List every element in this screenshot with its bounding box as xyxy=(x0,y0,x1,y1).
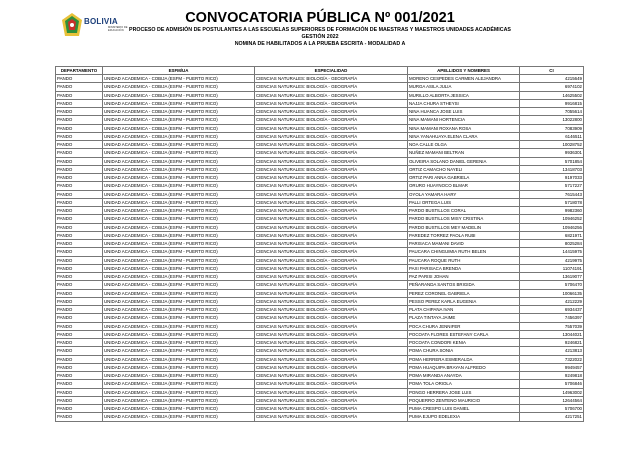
ci-cell: 13418703 xyxy=(520,165,584,173)
department-cell: PANDO xyxy=(56,264,103,272)
ci-cell: 14625502 xyxy=(520,91,584,99)
column-header: ESFM/UA xyxy=(103,67,255,75)
logo-wordmark: BOLIVIA xyxy=(84,17,118,26)
name-cell: PLATA CHIPANA IVAN xyxy=(408,306,520,314)
specialty-cell: CIENCIAS NATURALES: BIOLOGÍA - GEOGRAFÍA xyxy=(255,289,408,297)
name-cell: POCOATA CONDORI KENIA xyxy=(408,339,520,347)
name-cell: PONGO HERRERA JOSE LUIS xyxy=(408,388,520,396)
esfm-cell: UNIDAD ACADEMICA - COBIJA (ESFM - PUERTO RICO) xyxy=(103,388,255,396)
table-row xyxy=(56,314,584,322)
name-cell: POMA HERRERA ESMERALDA xyxy=(408,355,520,363)
name-cell: PEREZ CORONEL GABRIELA xyxy=(408,289,520,297)
table-row xyxy=(56,355,584,363)
ci-cell: 5717227 xyxy=(520,182,584,190)
name-cell: POCA CHURA JENNIFER xyxy=(408,322,520,330)
table-row xyxy=(56,108,584,116)
name-cell: POQUERRO ZENTENO MAURICIO xyxy=(408,396,520,404)
specialty-cell: CIENCIAS NATURALES: BIOLOGÍA - GEOGRAFÍA xyxy=(255,108,408,116)
table-row xyxy=(56,322,584,330)
table-row xyxy=(56,363,584,371)
table-row xyxy=(56,396,584,404)
table-row xyxy=(56,182,584,190)
department-cell: PANDO xyxy=(56,124,103,132)
name-cell: NUÑEZ MAMANI BELTRAN xyxy=(408,149,520,157)
table-row xyxy=(56,281,584,289)
specialty-cell: CIENCIAS NATURALES: BIOLOGÍA - GEOGRAFÍA xyxy=(255,149,408,157)
name-cell: ORTIZ PARI ANNA GABRIELA xyxy=(408,174,520,182)
table-row xyxy=(56,405,584,413)
table-row xyxy=(56,372,584,380)
table-row xyxy=(56,264,584,272)
specialty-cell: CIENCIAS NATURALES: BIOLOGÍA - GEOGRAFÍA xyxy=(255,124,408,132)
esfm-cell: UNIDAD ACADEMICA - COBIJA (ESFM - PUERTO RICO) xyxy=(103,405,255,413)
department-cell: PANDO xyxy=(56,116,103,124)
specialty-cell: CIENCIAS NATURALES: BIOLOGÍA - GEOGRAFÍA xyxy=(255,99,408,107)
ci-cell: 11074191 xyxy=(520,264,584,272)
esfm-cell: UNIDAD ACADEMICA - COBIJA (ESFM - PUERTO RICO) xyxy=(103,314,255,322)
process-subtitle: PROCESO DE ADMISIÓN DE POSTULANTES A LAS ESCUELAS SUPERIORES DE FORMACIÓN DE MAESTRAS Y MAESTROS UNIDADES ACADÉMICAS xyxy=(129,27,511,33)
table-row xyxy=(56,256,584,264)
department-cell: PANDO xyxy=(56,141,103,149)
table-header-row xyxy=(56,67,584,75)
name-cell: POMA HUAQUIPA BRAYAN ALFREDO xyxy=(408,363,520,371)
column-header: ESPECIALIDAD xyxy=(255,67,408,75)
name-cell: POCOATA FLORES ESTEFANY CARLA xyxy=(408,330,520,338)
name-cell: NINA HUANCA JOSE LUIS xyxy=(408,108,520,116)
ci-cell: 7055614 xyxy=(520,108,584,116)
ci-cell: 4219975 xyxy=(520,256,584,264)
specialty-cell: CIENCIAS NATURALES: BIOLOGÍA - GEOGRAFÍA xyxy=(255,91,408,99)
esfm-cell: UNIDAD ACADEMICA - COBIJA (ESFM - PUERTO RICO) xyxy=(103,116,255,124)
table-row xyxy=(56,174,584,182)
name-cell: MORENO CESPEDES CARMEN ALEJANDRA xyxy=(408,75,520,83)
department-cell: PANDO xyxy=(56,281,103,289)
esfm-cell: UNIDAD ACADEMICA - COBIJA (ESFM - PUERTO RICO) xyxy=(103,380,255,388)
esfm-cell: UNIDAD ACADEMICA - COBIJA (ESFM - PUERTO RICO) xyxy=(103,91,255,99)
page-title: CONVOCATORIA PÚBLICA Nº 001/2021 xyxy=(185,10,455,26)
specialty-cell: CIENCIAS NATURALES: BIOLOGÍA - GEOGRAFÍA xyxy=(255,75,408,83)
specialty-cell: CIENCIAS NATURALES: BIOLOGÍA - GEOGRAFÍA xyxy=(255,165,408,173)
ci-cell: 8025284 xyxy=(520,240,584,248)
esfm-cell: UNIDAD ACADEMICA - COBIJA (ESFM - PUERTO RICO) xyxy=(103,83,255,91)
specialty-cell: CIENCIAS NATURALES: BIOLOGÍA - GEOGRAFÍA xyxy=(255,231,408,239)
esfm-cell: UNIDAD ACADEMICA - COBIJA (ESFM - PUERTO RICO) xyxy=(103,124,255,132)
name-cell: OLIVEIRA SOLANO DANIEL GERENIA xyxy=(408,157,520,165)
ci-cell: 9249818 xyxy=(520,372,584,380)
ci-cell: 4213813 xyxy=(520,347,584,355)
esfm-cell: UNIDAD ACADEMICA - COBIJA (ESFM - PUERTO RICO) xyxy=(103,347,255,355)
ci-cell: 5701854 xyxy=(520,157,584,165)
name-cell: PLAZA TINTAYA JAIME xyxy=(408,314,520,322)
column-header: CI xyxy=(520,67,584,75)
table-row xyxy=(56,190,584,198)
specialty-cell: CIENCIAS NATURALES: BIOLOGÍA - GEOGRAFÍA xyxy=(255,182,408,190)
department-cell: PANDO xyxy=(56,388,103,396)
specialty-cell: CIENCIAS NATURALES: BIOLOGÍA - GEOGRAFÍA xyxy=(255,297,408,305)
specialty-cell: CIENCIAS NATURALES: BIOLOGÍA - GEOGRAFÍA xyxy=(255,330,408,338)
specialty-cell: CIENCIAS NATURALES: BIOLOGÍA - GEOGRAFÍA xyxy=(255,314,408,322)
ci-cell: 10066135 xyxy=(520,289,584,297)
specialty-cell: CIENCIAS NATURALES: BIOLOGÍA - GEOGRAFÍA xyxy=(255,215,408,223)
table-row xyxy=(56,75,584,83)
department-cell: PANDO xyxy=(56,231,103,239)
esfm-cell: UNIDAD ACADEMICA - COBIJA (ESFM - PUERTO RICO) xyxy=(103,248,255,256)
department-cell: PANDO xyxy=(56,190,103,198)
specialty-cell: CIENCIAS NATURALES: BIOLOGÍA - GEOGRAFÍA xyxy=(255,388,408,396)
name-cell: NINA MAMANI ROXANA ROSA xyxy=(408,124,520,132)
table-row xyxy=(56,165,584,173)
table-row xyxy=(56,339,584,347)
ci-cell: 7083909 xyxy=(520,124,584,132)
department-cell: PANDO xyxy=(56,91,103,99)
table-row xyxy=(56,306,584,314)
specialty-cell: CIENCIAS NATURALES: BIOLOGÍA - GEOGRAFÍA xyxy=(255,248,408,256)
esfm-cell: UNIDAD ACADEMICA - COBIJA (ESFM - PUERTO RICO) xyxy=(103,99,255,107)
gestion-label: GESTIÓN 2022 xyxy=(301,34,339,40)
ci-cell: 13619077 xyxy=(520,273,584,281)
ci-cell: 7322022 xyxy=(520,355,584,363)
department-cell: PANDO xyxy=(56,372,103,380)
department-cell: PANDO xyxy=(56,380,103,388)
department-cell: PANDO xyxy=(56,314,103,322)
name-cell: PARDO BUSTILLOS CORAL xyxy=(408,207,520,215)
specialty-cell: CIENCIAS NATURALES: BIOLOGÍA - GEOGRAFÍA xyxy=(255,306,408,314)
name-cell: POMA TOLA ORIOLA xyxy=(408,380,520,388)
name-cell: PAZ PARISI JOHAN xyxy=(408,273,520,281)
name-cell: POMA CHURA SONIA xyxy=(408,347,520,355)
table-row xyxy=(56,330,584,338)
habilitados-table xyxy=(55,66,584,422)
department-cell: PANDO xyxy=(56,198,103,206)
name-cell: NINA MAMANI HORTENCIA xyxy=(408,116,520,124)
esfm-cell: UNIDAD ACADEMICA - COBIJA (ESFM - PUERTO RICO) xyxy=(103,297,255,305)
column-header: APELLIDOS Y NOMBRES xyxy=(408,67,520,75)
esfm-cell: UNIDAD ACADEMICA - COBIJA (ESFM - PUERTO RICO) xyxy=(103,215,255,223)
specialty-cell: CIENCIAS NATURALES: BIOLOGÍA - GEOGRAFÍA xyxy=(255,363,408,371)
department-cell: PANDO xyxy=(56,174,103,182)
table-row xyxy=(56,149,584,157)
esfm-cell: UNIDAD ACADEMICA - COBIJA (ESFM - PUERTO RICO) xyxy=(103,190,255,198)
esfm-cell: UNIDAD ACADEMICA - COBIJA (ESFM - PUERTO RICO) xyxy=(103,330,255,338)
specialty-cell: CIENCIAS NATURALES: BIOLOGÍA - GEOGRAFÍA xyxy=(255,339,408,347)
nomina-label: NOMINA DE HABILITADOS A LA PRUEBA ESCRITA - MODALIDAD A xyxy=(234,41,406,47)
table-row xyxy=(56,240,584,248)
department-cell: PANDO xyxy=(56,273,103,281)
department-cell: PANDO xyxy=(56,347,103,355)
ci-cell: 6146511 xyxy=(520,132,584,140)
esfm-cell: UNIDAD ACADEMICA - COBIJA (ESFM - PUERTO RICO) xyxy=(103,273,255,281)
ci-cell: 7456397 xyxy=(520,314,584,322)
department-cell: PANDO xyxy=(56,75,103,83)
esfm-cell: UNIDAD ACADEMICA - COBIJA (ESFM - PUERTO RICO) xyxy=(103,182,255,190)
name-cell: PEÑARANDA SANTOS BRIGIDA xyxy=(408,281,520,289)
specialty-cell: CIENCIAS NATURALES: BIOLOGÍA - GEOGRAFÍA xyxy=(255,116,408,124)
table-row xyxy=(56,231,584,239)
specialty-cell: CIENCIAS NATURALES: BIOLOGÍA - GEOGRAFÍA xyxy=(255,322,408,330)
table-row xyxy=(56,289,584,297)
name-cell: PARDO BUSTILLOS MEY MADELIN xyxy=(408,223,520,231)
specialty-cell: CIENCIAS NATURALES: BIOLOGÍA - GEOGRAFÍA xyxy=(255,157,408,165)
department-cell: PANDO xyxy=(56,132,103,140)
table-row xyxy=(56,413,584,421)
esfm-cell: UNIDAD ACADEMICA - COBIJA (ESFM - PUERTO RICO) xyxy=(103,207,255,215)
table-row xyxy=(56,83,584,91)
ci-cell: 9246821 xyxy=(520,339,584,347)
name-cell: ORURO HUAYNOCO BLMAR xyxy=(408,182,520,190)
esfm-cell: UNIDAD ACADEMICA - COBIJA (ESFM - PUERTO RICO) xyxy=(103,306,255,314)
specialty-cell: CIENCIAS NATURALES: BIOLOGÍA - GEOGRAFÍA xyxy=(255,281,408,289)
specialty-cell: CIENCIAS NATURALES: BIOLOGÍA - GEOGRAFÍA xyxy=(255,240,408,248)
ci-cell: 7615443 xyxy=(520,190,584,198)
specialty-cell: CIENCIAS NATURALES: BIOLOGÍA - GEOGRAFÍA xyxy=(255,347,408,355)
specialty-cell: CIENCIAS NATURALES: BIOLOGÍA - GEOGRAFÍA xyxy=(255,264,408,272)
table-row xyxy=(56,273,584,281)
ci-cell: 13022800 xyxy=(520,116,584,124)
specialty-cell: CIENCIAS NATURALES: BIOLOGÍA - GEOGRAFÍA xyxy=(255,207,408,215)
name-cell: PALLI ORTEGA LUIS xyxy=(408,198,520,206)
specialty-cell: CIENCIAS NATURALES: BIOLOGÍA - GEOGRAFÍA xyxy=(255,413,408,421)
name-cell: PESSO PEREZ KARLA EUGENIA xyxy=(408,297,520,305)
department-cell: PANDO xyxy=(56,297,103,305)
table-row xyxy=(56,380,584,388)
esfm-cell: UNIDAD ACADEMICA - COBIJA (ESFM - PUERTO RICO) xyxy=(103,149,255,157)
department-cell: PANDO xyxy=(56,215,103,223)
table-row xyxy=(56,198,584,206)
department-cell: PANDO xyxy=(56,83,103,91)
name-cell: PARISACA MAMANI DAVID xyxy=(408,240,520,248)
ci-cell: 9916815 xyxy=(520,99,584,107)
name-cell: NOA CALLE OLGA xyxy=(408,141,520,149)
document-header xyxy=(0,10,640,48)
ci-cell: 14415975 xyxy=(520,248,584,256)
esfm-cell: UNIDAD ACADEMICA - COBIJA (ESFM - PUERTO RICO) xyxy=(103,223,255,231)
department-cell: PANDO xyxy=(56,322,103,330)
specialty-cell: CIENCIAS NATURALES: BIOLOGÍA - GEOGRAFÍA xyxy=(255,273,408,281)
specialty-cell: CIENCIAS NATURALES: BIOLOGÍA - GEOGRAFÍA xyxy=(255,132,408,140)
esfm-cell: UNIDAD ACADEMICA - COBIJA (ESFM - PUERTO RICO) xyxy=(103,413,255,421)
name-cell: POMA MIRANDA ANAYDA xyxy=(408,372,520,380)
specialty-cell: CIENCIAS NATURALES: BIOLOGÍA - GEOGRAFÍA xyxy=(255,355,408,363)
table-row xyxy=(56,157,584,165)
esfm-cell: UNIDAD ACADEMICA - COBIJA (ESFM - PUERTO RICO) xyxy=(103,198,255,206)
esfm-cell: UNIDAD ACADEMICA - COBIJA (ESFM - PUERTO RICO) xyxy=(103,231,255,239)
table-row xyxy=(56,248,584,256)
name-cell: PUMA CRESPO LUIS DANIEL xyxy=(408,405,520,413)
ci-cell: 10946256 xyxy=(520,223,584,231)
table-row xyxy=(56,116,584,124)
name-cell: PAUCARA CHINGUIMIA RUTH BELEN xyxy=(408,248,520,256)
specialty-cell: CIENCIAS NATURALES: BIOLOGÍA - GEOGRAFÍA xyxy=(255,380,408,388)
esfm-cell: UNIDAD ACADEMICA - COBIJA (ESFM - PUERTO RICO) xyxy=(103,75,255,83)
name-cell: MURGA ASILA JULIA xyxy=(408,83,520,91)
ci-cell: 10946252 xyxy=(520,215,584,223)
esfm-cell: UNIDAD ACADEMICA - COBIJA (ESFM - PUERTO RICO) xyxy=(103,240,255,248)
specialty-cell: CIENCIAS NATURALES: BIOLOGÍA - GEOGRAFÍA xyxy=(255,223,408,231)
name-cell: PAXI PARISACA BRENDA xyxy=(408,264,520,272)
specialty-cell: CIENCIAS NATURALES: BIOLOGÍA - GEOGRAFÍA xyxy=(255,256,408,264)
specialty-cell: CIENCIAS NATURALES: BIOLOGÍA - GEOGRAFÍA xyxy=(255,396,408,404)
name-cell: OYOLA YAMARA HARY xyxy=(408,190,520,198)
esfm-cell: UNIDAD ACADEMICA - COBIJA (ESFM - PUERTO RICO) xyxy=(103,108,255,116)
ci-cell: 4212229 xyxy=(520,297,584,305)
department-cell: PANDO xyxy=(56,306,103,314)
esfm-cell: UNIDAD ACADEMICA - COBIJA (ESFM - PUERTO RICO) xyxy=(103,396,255,404)
table-body xyxy=(56,75,584,422)
department-cell: PANDO xyxy=(56,99,103,107)
esfm-cell: UNIDAD ACADEMICA - COBIJA (ESFM - PUERTO RICO) xyxy=(103,157,255,165)
department-cell: PANDO xyxy=(56,182,103,190)
department-cell: PANDO xyxy=(56,207,103,215)
table-row xyxy=(56,207,584,215)
department-cell: PANDO xyxy=(56,223,103,231)
ci-cell: 5706700 xyxy=(520,405,584,413)
table-row xyxy=(56,99,584,107)
department-cell: PANDO xyxy=(56,248,103,256)
column-header: DEPARTAMENTO xyxy=(56,67,103,75)
ci-cell: 9982360 xyxy=(520,207,584,215)
specialty-cell: CIENCIAS NATURALES: BIOLOGÍA - GEOGRAFÍA xyxy=(255,405,408,413)
department-cell: PANDO xyxy=(56,289,103,297)
ci-cell: 6974102 xyxy=(520,83,584,91)
ci-cell: 12644564 xyxy=(520,396,584,404)
esfm-cell: UNIDAD ACADEMICA - COBIJA (ESFM - PUERTO RICO) xyxy=(103,289,255,297)
department-cell: PANDO xyxy=(56,108,103,116)
ci-cell: 13044021 xyxy=(520,330,584,338)
esfm-cell: UNIDAD ACADEMICA - COBIJA (ESFM - PUERTO RICO) xyxy=(103,363,255,371)
ci-cell: 4217251 xyxy=(520,413,584,421)
esfm-cell: UNIDAD ACADEMICA - COBIJA (ESFM - PUERTO RICO) xyxy=(103,281,255,289)
department-cell: PANDO xyxy=(56,413,103,421)
ci-cell: 6934437 xyxy=(520,306,584,314)
specialty-cell: CIENCIAS NATURALES: BIOLOGÍA - GEOGRAFÍA xyxy=(255,190,408,198)
department-cell: PANDO xyxy=(56,330,103,338)
table-row xyxy=(56,347,584,355)
department-cell: PANDO xyxy=(56,157,103,165)
ci-cell: 9949457 xyxy=(520,363,584,371)
department-cell: PANDO xyxy=(56,405,103,413)
department-cell: PANDO xyxy=(56,256,103,264)
ci-cell: 9197033 xyxy=(520,174,584,182)
table-row xyxy=(56,91,584,99)
ci-cell: 5706470 xyxy=(520,281,584,289)
esfm-cell: UNIDAD ACADEMICA - COBIJA (ESFM - PUERTO RICO) xyxy=(103,322,255,330)
ci-cell: 14963002 xyxy=(520,388,584,396)
esfm-cell: UNIDAD ACADEMICA - COBIJA (ESFM - PUERTO RICO) xyxy=(103,339,255,347)
table-row xyxy=(56,215,584,223)
ci-cell: 7557039 xyxy=(520,322,584,330)
specialty-cell: CIENCIAS NATURALES: BIOLOGÍA - GEOGRAFÍA xyxy=(255,174,408,182)
name-cell: PUMA EJUPO EDELEXIA xyxy=(408,413,520,421)
department-cell: PANDO xyxy=(56,165,103,173)
esfm-cell: UNIDAD ACADEMICA - COBIJA (ESFM - PUERTO RICO) xyxy=(103,132,255,140)
department-cell: PANDO xyxy=(56,363,103,371)
table-row xyxy=(56,297,584,305)
specialty-cell: CIENCIAS NATURALES: BIOLOGÍA - GEOGRAFÍA xyxy=(255,141,408,149)
specialty-cell: CIENCIAS NATURALES: BIOLOGÍA - GEOGRAFÍA xyxy=(255,372,408,380)
name-cell: NAJJA CHURA STHEYSI xyxy=(408,99,520,107)
esfm-cell: UNIDAD ACADEMICA - COBIJA (ESFM - PUERTO RICO) xyxy=(103,355,255,363)
ci-cell: 4215649 xyxy=(520,75,584,83)
department-cell: PANDO xyxy=(56,396,103,404)
name-cell: PARDO BUSTILLOS MISY CRISTINA xyxy=(408,215,520,223)
ci-cell: 9936301 xyxy=(520,149,584,157)
table-row xyxy=(56,223,584,231)
ci-cell: 5718078 xyxy=(520,198,584,206)
esfm-cell: UNIDAD ACADEMICA - COBIJA (ESFM - PUERTO RICO) xyxy=(103,165,255,173)
name-cell: PAREDEZ TORREZ PAOLA RUBI xyxy=(408,231,520,239)
department-cell: PANDO xyxy=(56,240,103,248)
ci-cell: 6821971 xyxy=(520,231,584,239)
name-cell: MURILLO ALBORTA JESSICA xyxy=(408,91,520,99)
name-cell: PAUCARA ROQUE RUTH xyxy=(408,256,520,264)
department-cell: PANDO xyxy=(56,355,103,363)
logo-subtitle: MINISTERIO DE EDUCACIÓN xyxy=(108,26,128,32)
specialty-cell: CIENCIAS NATURALES: BIOLOGÍA - GEOGRAFÍA xyxy=(255,83,408,91)
esfm-cell: UNIDAD ACADEMICA - COBIJA (ESFM - PUERTO RICO) xyxy=(103,256,255,264)
specialty-cell: CIENCIAS NATURALES: BIOLOGÍA - GEOGRAFÍA xyxy=(255,198,408,206)
esfm-cell: UNIDAD ACADEMICA - COBIJA (ESFM - PUERTO RICO) xyxy=(103,141,255,149)
name-cell: NINA YANAHUAYA ELENA CLARA xyxy=(408,132,520,140)
esfm-cell: UNIDAD ACADEMICA - COBIJA (ESFM - PUERTO RICO) xyxy=(103,174,255,182)
table-row xyxy=(56,141,584,149)
ci-cell: 10028752 xyxy=(520,141,584,149)
department-cell: PANDO xyxy=(56,149,103,157)
table-row xyxy=(56,388,584,396)
ci-cell: 5706846 xyxy=(520,380,584,388)
esfm-cell: UNIDAD ACADEMICA - COBIJA (ESFM - PUERTO RICO) xyxy=(103,372,255,380)
name-cell: ORTIZ CAMACHO NAYELI xyxy=(408,165,520,173)
table-row xyxy=(56,124,584,132)
department-cell: PANDO xyxy=(56,339,103,347)
table-row xyxy=(56,132,584,140)
esfm-cell: UNIDAD ACADEMICA - COBIJA (ESFM - PUERTO RICO) xyxy=(103,264,255,272)
